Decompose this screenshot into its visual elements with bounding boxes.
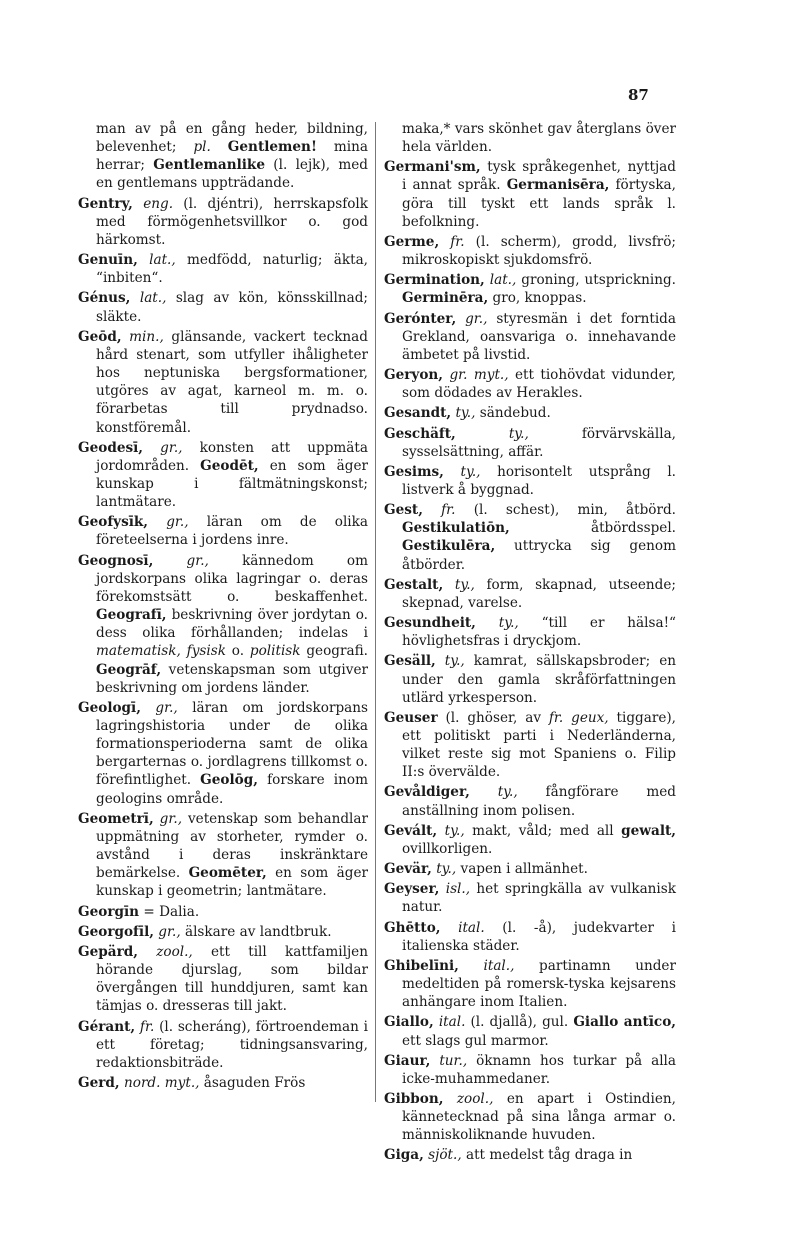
- headword: Geolōg,: [200, 772, 258, 789]
- headword: Giga,: [384, 1147, 424, 1164]
- dictionary-entry: [384, 463, 676, 499]
- entry-text: (l. schest), min, åtbörd.: [455, 502, 676, 519]
- entry-text: åsaguden Frös: [199, 1074, 306, 1091]
- headword: Geognosī,: [78, 552, 154, 569]
- headword: Genuīn,: [78, 252, 138, 269]
- entry-text: [459, 958, 484, 974]
- headword: Geomēter,: [188, 865, 267, 882]
- dictionary-entry: [384, 310, 676, 364]
- headword: Germani'sm,: [384, 159, 481, 176]
- entry-text: man av på en gång heder, bildning, belevenhet;: [96, 121, 368, 156]
- abbreviation: pl.: [193, 139, 211, 156]
- entry-text: maka,* vars skönhet gav återglans över hela världen.: [402, 121, 676, 156]
- entry-text: (l. scherm), grodd, livsfrö; mikroskopiskt sjukdomsfrö.: [402, 233, 676, 269]
- abbreviation: fr. geux,: [548, 709, 609, 726]
- entry-text: en som äger kunskap i fältmätningskonst; lantmätare.: [96, 457, 368, 511]
- entry-text: kännedom om jordskorpans olika lagringar o. deras förekomstsätt o. beskaffenhet.: [96, 552, 368, 605]
- headword: Gestalt,: [384, 576, 444, 593]
- dictionary-entry: [384, 709, 676, 782]
- dictionary-entry: [384, 271, 676, 307]
- entry-text: [439, 234, 450, 250]
- abbreviation: lat.,: [489, 272, 517, 289]
- headword: Germanisēra,: [506, 177, 610, 194]
- headword: Génus,: [78, 290, 131, 307]
- entry-text: förvärvskälla, sysselsättning, affär.: [402, 425, 676, 460]
- dictionary-entry: [384, 158, 676, 231]
- abbreviation: nord. myt.,: [124, 1074, 200, 1091]
- abbreviation: gr.,: [465, 310, 488, 327]
- dictionary-entry: [384, 783, 676, 819]
- dictionary-entry: [384, 366, 676, 402]
- headword: Gevär,: [384, 861, 432, 878]
- dictionary-entry: [384, 652, 676, 706]
- headword: Geschäft,: [384, 425, 456, 442]
- entry-text: geografi.: [300, 643, 368, 660]
- entry-text: [476, 615, 499, 631]
- headword: Gerd,: [78, 1074, 120, 1091]
- headword: Gentlemanlike: [153, 157, 265, 174]
- entry-text: sändebud.: [475, 405, 551, 422]
- entry-text: förtyska, göra till tyskt ett lands språk l. befolkning.: [402, 177, 676, 230]
- abbreviation: ty.,: [497, 784, 518, 801]
- dictionary-entry: [78, 903, 368, 921]
- headword: Geodesī,: [78, 439, 144, 456]
- headword: Geyser,: [384, 881, 440, 898]
- headword: Giallo,: [384, 1014, 434, 1031]
- abbreviation: gr.,: [160, 439, 183, 456]
- dictionary-entry: [384, 1146, 676, 1164]
- dictionary-entry: [384, 822, 676, 858]
- headword: Georgīn: [78, 903, 140, 920]
- headword: Gesäll,: [384, 653, 436, 670]
- entry-text: fångförare med anställning inom polisen.: [402, 784, 676, 819]
- abbreviation: isl.,: [445, 881, 471, 898]
- abbreviation: politisk: [249, 643, 301, 660]
- entry-text: ett slags gul marmor.: [402, 1032, 549, 1049]
- entry-text: [133, 196, 143, 212]
- entry-text: att medelst tåg draga in: [461, 1147, 633, 1164]
- entry-text: vapen i allmänhet.: [456, 861, 588, 878]
- entry-text: beskrivning över jordytan o. dess olika förhållanden; indelas i: [96, 607, 368, 642]
- entry-text: en som äger kunskap i geometrin; lantmätare.: [96, 865, 368, 900]
- headword: Gevált,: [384, 822, 438, 839]
- headword: Gestikulēra,: [402, 538, 496, 555]
- entry-text: [423, 502, 441, 518]
- entry-text: [443, 577, 455, 593]
- dictionary-entry: [78, 328, 368, 437]
- entry-text: [437, 823, 445, 839]
- dictionary-entry: [384, 425, 676, 461]
- entry-text: forskare inom geologins område.: [96, 772, 368, 807]
- abbreviation: ital.: [438, 1014, 466, 1031]
- entry-text: glänsande, vackert tecknad hård stenart, som utfyller ihåligheter hos neptuniska bergsformationer, utgöres av agat, karneol m. m. o. förarbetas till prydnadso. konstföremål.: [96, 328, 368, 436]
- dictionary-entry: [78, 923, 368, 941]
- entry-text: (l. scheráng), förtroendeman i ett företag; tidningsansvaring, redaktionsbiträde.: [96, 1018, 368, 1071]
- headword: Gerónter,: [384, 310, 457, 327]
- entry-text: älskare av landtbruk.: [180, 923, 332, 940]
- entry-text: mina herrar;: [96, 139, 368, 174]
- entry-text: [130, 290, 139, 306]
- headword: Germination,: [384, 272, 485, 289]
- dictionary-entry: [384, 501, 676, 574]
- dictionary-entry: [384, 404, 676, 422]
- abbreviation: min.,: [129, 328, 164, 345]
- abbreviation: ital.: [458, 919, 485, 936]
- abbreviation: lat.,: [149, 252, 176, 269]
- entry-text: (l. ghöser, av: [437, 709, 549, 726]
- entry-text: åtbördsspel.: [509, 520, 676, 537]
- entry-text: [456, 311, 465, 327]
- entry-text: tiggare), ett politiskt parti i Nederländerna, vilket reste sig mot Spaniens o. Filip II:s övervälde.: [402, 709, 676, 781]
- abbreviation: ty.,: [460, 463, 481, 480]
- headword: Geologī,: [78, 699, 141, 716]
- headword: Giaur,: [384, 1052, 431, 1069]
- entry-text: het springkälla av vulkanisk natur.: [402, 881, 676, 916]
- dictionary-entry: [78, 289, 368, 325]
- dictionary-entry: [384, 614, 676, 650]
- dictionary-entry: [384, 919, 676, 955]
- dictionary-entry: [78, 699, 368, 808]
- entry-text: [138, 252, 149, 268]
- dictionary-entry: [384, 576, 676, 612]
- abbreviation: ty.,: [444, 653, 465, 670]
- entry-text: = Dalia.: [139, 903, 200, 920]
- entry-text: läran om jordskorpans lagringshistoria under de olika formationsperioderna samt de olika bergarternas o. jordlagrens tillkomst o. förefintlighet.: [96, 699, 368, 789]
- headword: Germe,: [384, 233, 440, 250]
- entry-text: medfödd, naturlig; äkta, “inbiten“.: [96, 252, 369, 287]
- abbreviation: gr. myt.,: [449, 367, 509, 384]
- entry-text: (l. lejk), med en gentlemans uppträdande.: [96, 157, 368, 192]
- entry-text: “till er hälsa!“ hövlighetsfras i dryckjom.: [402, 615, 676, 650]
- headword: Gibbon,: [384, 1090, 444, 1107]
- headword: Gesundheit,: [384, 615, 476, 632]
- entry-text: slag av kön, könsskillnad; släkte.: [96, 290, 369, 325]
- headword: Gestikulatiōn,: [402, 520, 510, 537]
- entry-text: ett tiohövdat vidunder, som dödades av Herakles.: [402, 367, 676, 402]
- entry-text: tysk språkegenhet, nyttjad i annat språk.: [402, 159, 676, 194]
- dictionary-entry: [384, 1090, 676, 1144]
- abbreviation: gr.,: [155, 699, 178, 716]
- abbreviation: ty.,: [508, 425, 529, 442]
- dictionary-entry: [384, 120, 676, 156]
- abbreviation: ty.,: [436, 861, 457, 878]
- dictionary-entry: [78, 195, 368, 249]
- entry-text: makt, våld; med all: [464, 822, 622, 839]
- entry-text: styresmän i det forntida Grekland, oansvariga o. innehavande ämbetet på livstid.: [402, 310, 676, 363]
- entry-text: [153, 553, 186, 569]
- headword: gewalt,: [621, 822, 676, 839]
- abbreviation: zool.,: [456, 1090, 494, 1107]
- headword: Ghibelīni,: [384, 957, 459, 974]
- abbreviation: gr.,: [158, 923, 181, 940]
- dictionary-entry: [78, 943, 368, 1016]
- dictionary-entry: [78, 552, 368, 697]
- headword: Germinēra,: [402, 290, 489, 307]
- headword: Gesims,: [384, 463, 444, 480]
- entry-text: (l. djéntri), herrskapsfolk med förmögenhetsvillkor o. god härkomst.: [96, 195, 368, 248]
- dictionary-entry: [78, 810, 368, 901]
- abbreviation: ty.,: [455, 405, 476, 422]
- entry-text: groning, utsprickning.: [516, 272, 676, 289]
- entry-text: [441, 920, 459, 936]
- abbreviation: ital.,: [483, 957, 515, 974]
- entry-text: ovillkorligen.: [402, 840, 493, 857]
- dictionary-entry: [384, 233, 676, 269]
- abbreviation: fr.: [139, 1018, 155, 1035]
- headword: Gentry,: [78, 195, 133, 212]
- headword: Ghētto,: [384, 919, 441, 936]
- headword: Geuser: [384, 709, 438, 726]
- abbreviation: fr.: [450, 233, 465, 250]
- entry-text: [456, 426, 509, 442]
- entry-text: partinamn under medeltiden på romersk-tyska kejsarens anhängare inom Italien.: [402, 957, 676, 1011]
- entry-text: [436, 653, 445, 669]
- abbreviation: ty.,: [444, 822, 465, 839]
- headword: Gevåldiger,: [384, 784, 470, 801]
- dictionary-entry: [78, 251, 368, 287]
- entry-text: ett till kattfamiljen hörande djurslag, som bildar övergången till hunddjuren, samt kan tämjas o. dresseras till jakt.: [96, 943, 368, 1015]
- headword: Geofysīk,: [78, 514, 149, 531]
- entry-text: [443, 1091, 456, 1107]
- dictionary-entry: [78, 513, 368, 549]
- dictionary-entry: [384, 957, 676, 1011]
- dictionary-entry: [78, 439, 368, 512]
- entry-text: [430, 1053, 439, 1069]
- abbreviation: gr.,: [159, 810, 183, 827]
- headword: Gérant,: [78, 1018, 136, 1035]
- abbreviation: ty.,: [454, 576, 475, 593]
- dictionary-entry: [78, 1074, 368, 1092]
- headword: Georgofīl,: [78, 923, 154, 940]
- headword: Giallo antīco,: [573, 1014, 677, 1031]
- entry-text: [141, 700, 155, 716]
- entry-text: o.: [225, 643, 250, 660]
- entry-text: uttrycka sig genom åtbörder.: [402, 538, 676, 573]
- abbreviation: fr.: [441, 502, 456, 519]
- entry-text: [444, 464, 461, 480]
- entry-text: gro, knoppas.: [488, 290, 587, 307]
- entry-text: [211, 139, 228, 155]
- column-divider: [375, 122, 376, 1102]
- dictionary-entry: [78, 120, 368, 193]
- dictionary-entry: [384, 860, 676, 878]
- dictionary-entry: [384, 1052, 676, 1088]
- abbreviation: gr.,: [166, 514, 189, 531]
- entry-text: (l. -å), judekvarter i italienska städer.: [402, 919, 676, 954]
- entry-text: [470, 784, 498, 800]
- entry-text: [143, 440, 160, 456]
- abbreviation: zool.,: [156, 943, 193, 960]
- dictionary-entry: [384, 880, 676, 916]
- abbreviation: sjöt.,: [428, 1147, 462, 1164]
- entry-text: läran om de olika företeelserna i jordens inre.: [96, 514, 368, 549]
- entry-text: horisontelt utsprång l. listverk å byggnad.: [402, 463, 677, 498]
- page-number: 87: [628, 86, 649, 104]
- headword: Geografī,: [96, 607, 167, 624]
- entry-text: öknamn hos turkar på alla icke-muhammedaner.: [402, 1052, 677, 1087]
- right-column: [384, 120, 676, 1167]
- headword: Gesandt,: [384, 405, 452, 422]
- headword: Gest,: [384, 502, 423, 519]
- abbreviation: ty.,: [498, 615, 519, 632]
- entry-text: en apart i Ostindien, kännetecknad på sina långa armar o. människoliknande huvuden.: [402, 1090, 676, 1144]
- headword: Gentlemen!: [227, 139, 317, 156]
- entry-text: form, skapnad, utseende; skepnad, varelse.: [402, 576, 677, 611]
- entry-text: vetenskap som behandlar uppmätning av storheter, rymder o. avstånd i deras inskränktare bemärkelse.: [96, 810, 368, 882]
- entry-text: [148, 514, 166, 530]
- headword: Geodēt,: [200, 457, 259, 474]
- left-column: [78, 120, 368, 1094]
- headword: Gepärd,: [78, 943, 138, 960]
- entry-text: konsten att uppmäta jordområden.: [96, 439, 368, 474]
- abbreviation: eng.: [143, 195, 174, 212]
- headword: Geryon,: [384, 367, 444, 384]
- abbreviation: tur.,: [439, 1052, 468, 1069]
- entry-text: kamrat, sällskapsbroder; en under den gamla skråförfattningen utlärd yrkesperson.: [402, 653, 676, 706]
- headword: Geōd,: [78, 328, 122, 345]
- headword: Geogrāf,: [96, 661, 162, 678]
- abbreviation: gr.,: [186, 552, 209, 569]
- entry-text: vetenskapsman som utgiver beskrivning om jordens länder.: [96, 661, 368, 696]
- entry-text: [138, 944, 156, 960]
- abbreviation: lat.,: [139, 290, 167, 307]
- dictionary-entry: [78, 1018, 368, 1072]
- dictionary-entry: [384, 1013, 676, 1049]
- abbreviation: matematisk, fysisk: [96, 643, 226, 660]
- entry-text: (l. djallå), gul.: [465, 1014, 574, 1031]
- headword: Geometrī,: [78, 810, 154, 827]
